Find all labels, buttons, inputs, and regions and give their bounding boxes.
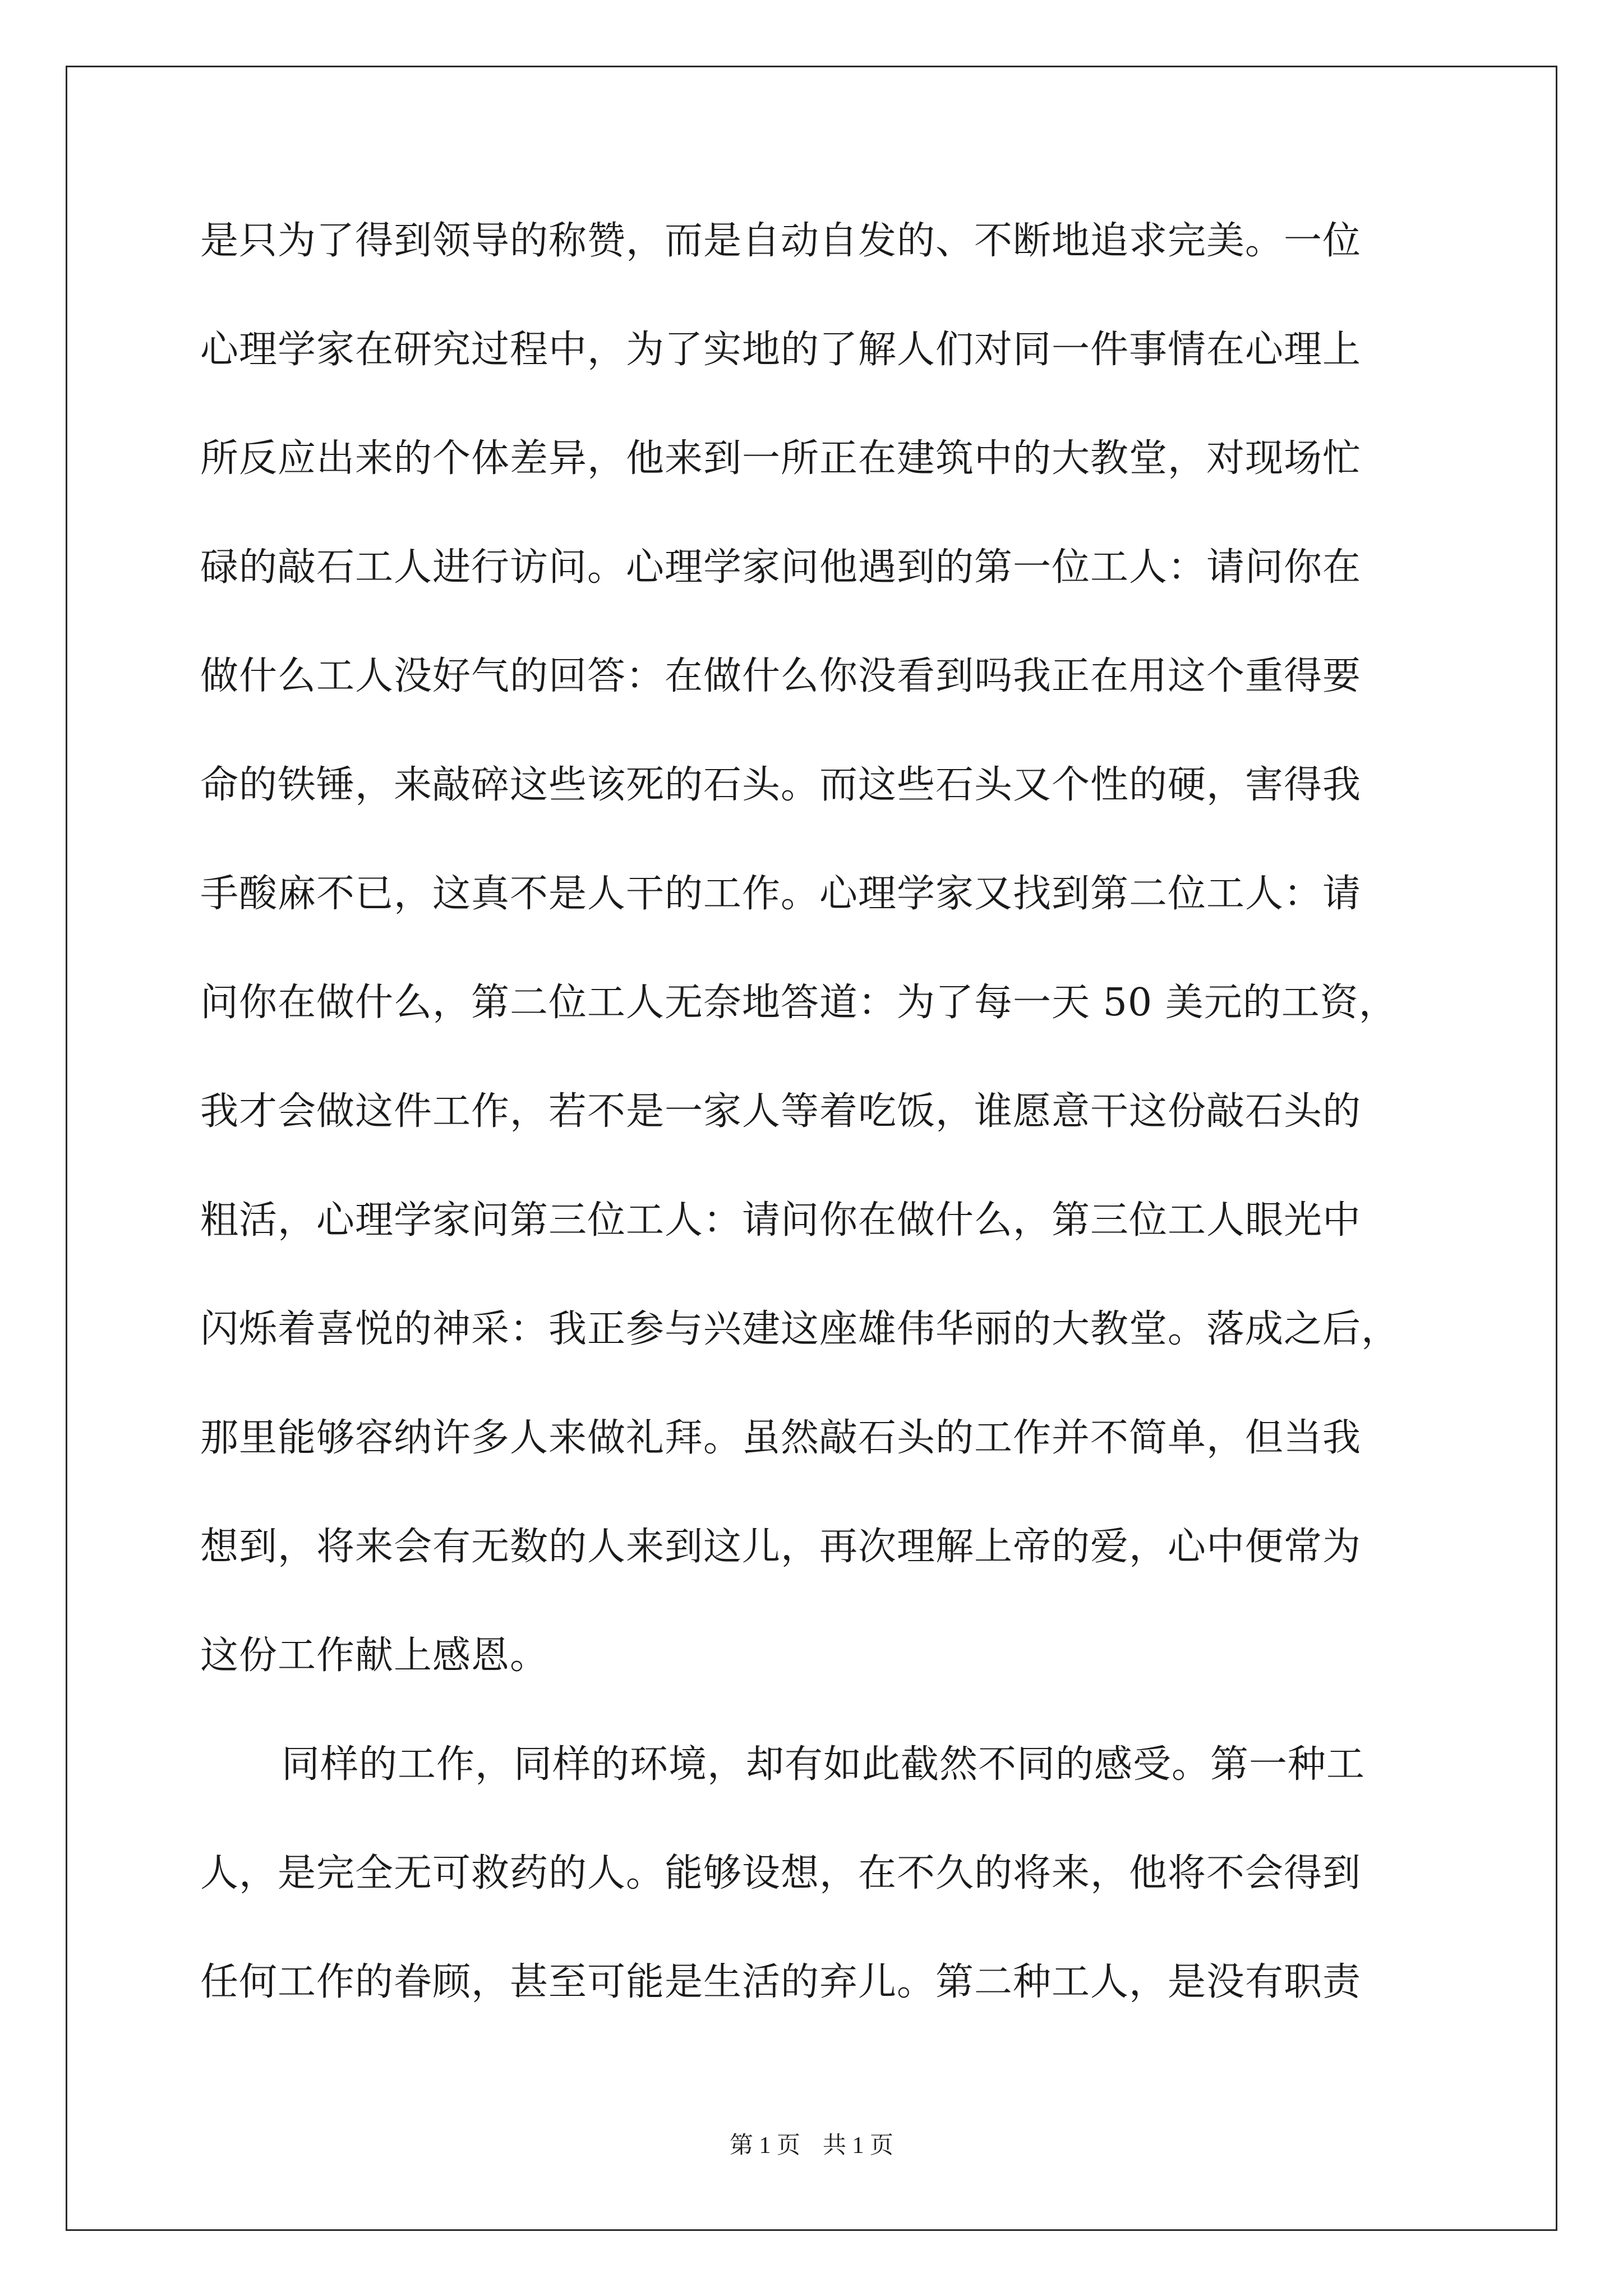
text-line: 粗活，心理学家问第三位工人：请问你在做什么，第三位工人眼光中 [200,1198,1362,1243]
text-line: 人，是完全无可救药的人。能够设想，在不久的将来，他将不会得到 [200,1851,1362,1895]
text-line: 这份工作献上感恩。 [200,1634,549,1678]
text-line: 做什么工人没好气的回答：在做什么你没看到吗我正在用这个重得要 [200,654,1362,698]
text-line: 碌的敲石工人进行访问。心理学家问他遇到的第一位工人：请问你在 [200,545,1362,590]
page-footer [0,2129,1623,2162]
text-line: 手酸麻不已，这真不是人干的工作。心理学家又找到第二位工人：请 [200,872,1362,916]
text-line: 那里能够容纳许多人来做礼拜。虽然敲石头的工作并不简单，但当我 [200,1416,1362,1460]
text-line: 问你在做什么，第二位工人无奈地答道：为了每一天 50 美元的工资， [200,981,1398,1025]
text-line: 心理学家在研究过程中，为了实地的了解人们对同一件事情在心理上 [200,328,1362,372]
text-line: 命的铁锤，来敲碎这些该死的石头。而这些石头又个性的硬，害得我 [200,763,1362,807]
text-line: 闪烁着喜悦的神采：我正参与兴建这座雄伟华丽的大教堂。落成之后， [200,1307,1400,1351]
text-line: 所反应出来的个体差异，他来到一所正在建筑中的大教堂，对现场忙 [200,436,1362,481]
text-line: 是只为了得到领导的称赞，而是自动自发的、不断地追求完美。一位 [200,219,1362,263]
page-total: 共 1 页 [823,2133,894,2159]
paragraph-first-line: 同样的工作，同样的环境，却有如此截然不同的感受。第一种工 [282,1742,1366,1787]
text-line: 想到，将来会有无数的人来到这儿，再次理解上帝的爱，心中便常为 [200,1525,1362,1569]
page-number: 第 1 页 [729,2133,800,2159]
document-body [200,210,1428,2060]
text-line: 任何工作的眷顾，甚至可能是生活的弃儿。第二种工人，是没有职责 [200,1960,1362,2004]
text-line: 我才会做这件工作，若不是一家人等着吃饭，谁愿意干这份敲石头的 [200,1089,1362,1134]
